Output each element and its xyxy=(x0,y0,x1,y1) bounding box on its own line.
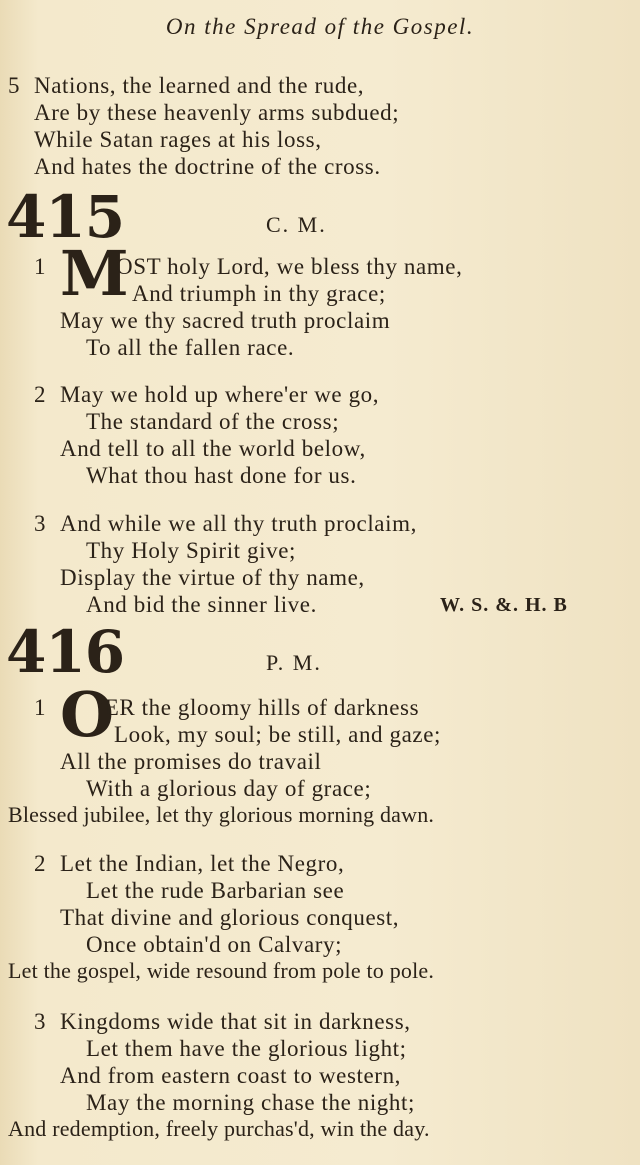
verse-line: May the morning chase the night; xyxy=(86,1090,415,1115)
verse-line: And hates the doctrine of the cross. xyxy=(34,154,381,179)
verse-line: Let the rude Barbarian see xyxy=(86,878,345,903)
verse-refrain: And redemption, freely purchas'd, win the day. xyxy=(8,1116,430,1141)
verse-refrain: Blessed jubilee, let thy glorious morning dawn. xyxy=(8,802,435,827)
verse-number: 2 xyxy=(34,382,46,407)
hymn-number: 415 xyxy=(6,183,125,251)
verse-line: Let the Indian, let the Negro, xyxy=(60,851,345,876)
author-credit: W. S. &. H. B xyxy=(440,594,568,616)
verse-line: And bid the sinner live. xyxy=(86,592,317,617)
verse-number: 1 xyxy=(34,695,46,720)
verse-line: The standard of the cross; xyxy=(86,409,340,434)
verse-line: That divine and glorious conquest, xyxy=(60,905,400,930)
verse-number: 3 xyxy=(34,1009,46,1034)
verse-number: 3 xyxy=(34,511,46,536)
verse-line: While Satan rages at his loss, xyxy=(34,127,322,152)
running-header: On the Spread of the Gospel. xyxy=(165,14,475,39)
verse-number: 5 xyxy=(8,73,20,98)
verse-line: And tell to all the world below, xyxy=(60,436,366,461)
verse-line: Once obtain'd on Calvary; xyxy=(86,932,343,957)
verse-line: Kingdoms wide that sit in darkness, xyxy=(60,1009,411,1034)
verse-line: May we hold up where'er we go, xyxy=(60,382,380,407)
verse-line: 'ER the gloomy hills of darkness xyxy=(100,695,420,720)
hymn-number: 416 xyxy=(6,618,125,686)
verse-line: With a glorious day of grace; xyxy=(86,776,372,801)
hymn-meter: P. M. xyxy=(266,650,322,675)
verse-number: 2 xyxy=(34,851,46,876)
verse-line: OST holy Lord, we bless thy name, xyxy=(116,254,463,279)
verse-line: And from eastern coast to western, xyxy=(60,1063,402,1088)
verse-line: Nations, the learned and the rude, xyxy=(34,73,365,98)
verse-line: All the promises do travail xyxy=(60,749,322,774)
verse-line: And while we all thy truth proclaim, xyxy=(60,511,417,536)
hymn-meter: C. M. xyxy=(266,212,327,237)
verse-refrain: Let the gospel, wide resound from pole to pole. xyxy=(8,958,435,983)
verse-number: 1 xyxy=(34,254,46,279)
drop-cap: M xyxy=(60,237,129,310)
verse-line: Display the virtue of thy name, xyxy=(60,565,365,590)
verse-line: To all the fallen race. xyxy=(86,335,295,360)
verse-line: Look, my soul; be still, and gaze; xyxy=(114,722,442,747)
verse-line: And triumph in thy grace; xyxy=(132,281,386,306)
verse-line: What thou hast done for us. xyxy=(86,463,357,488)
verse-line: Thy Holy Spirit give; xyxy=(86,538,297,563)
verse-line: Let them have the glorious light; xyxy=(86,1036,407,1061)
verse-line: Are by these heavenly arms subdued; xyxy=(34,100,400,125)
verse-line: May we thy sacred truth proclaim xyxy=(60,308,391,333)
drop-cap: O xyxy=(60,678,115,751)
